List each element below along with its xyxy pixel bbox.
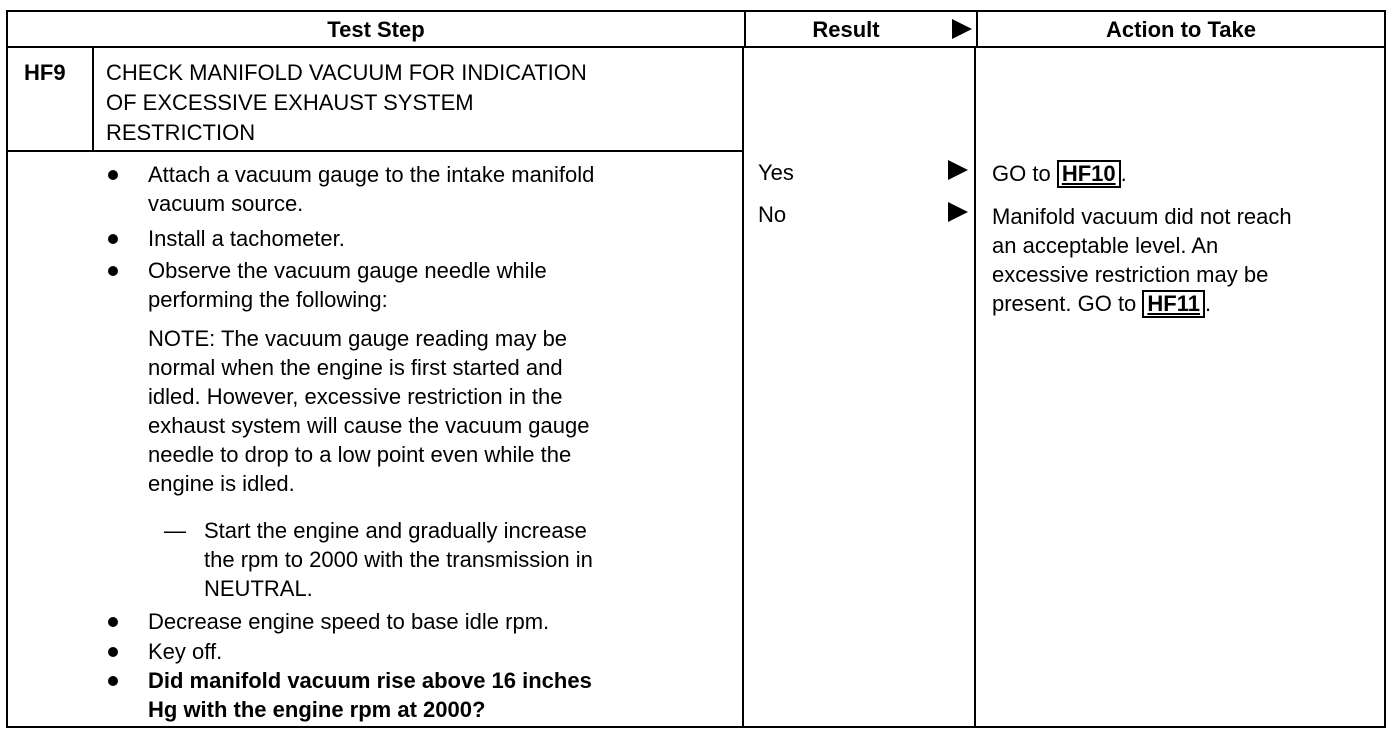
step-title-line: RESTRICTION — [106, 120, 256, 145]
action-yes-suffix: . — [1120, 161, 1127, 186]
bullet-icon — [108, 676, 118, 686]
action-no-line: an acceptable level. An — [992, 233, 1219, 258]
procedure-line: Attach a vacuum gauge to the intake manifold — [148, 162, 595, 187]
subitem-line: NEUTRAL. — [204, 576, 313, 601]
arrow-right-icon — [952, 19, 972, 39]
note-line: NOTE: The vacuum gauge reading may be — [148, 326, 568, 351]
action-no-line — [992, 289, 1376, 318]
note-line: idled. However, excessive restriction in the — [148, 384, 563, 409]
header-test-step: Test Step — [327, 17, 425, 42]
procedure-note — [148, 324, 708, 498]
action-yes-text: GO to — [992, 161, 1051, 186]
procedure-line: performing the following: — [148, 287, 388, 312]
column-divider-result — [742, 46, 744, 726]
step-title-line: CHECK MANIFOLD VACUUM FOR INDICATION — [106, 60, 587, 85]
procedure-item: Decrease engine speed to base idle rpm. — [148, 609, 550, 634]
arrow-right-icon — [948, 160, 968, 180]
action-no-line: excessive restriction may be — [992, 262, 1269, 287]
diagnostic-table — [6, 10, 1386, 728]
subitem-line: the rpm to 2000 with the transmission in — [204, 547, 593, 572]
link-hf10[interactable]: HF10 — [1057, 160, 1121, 188]
header-result — [744, 12, 976, 46]
note-line: exhaust system will cause the vacuum gauge — [148, 413, 590, 438]
procedure-item: Install a tachometer. — [148, 226, 345, 251]
header-result-label: Result — [812, 17, 880, 42]
procedure-line: vacuum source. — [148, 191, 304, 216]
action-no-line: Manifold vacuum did not reach — [992, 204, 1292, 229]
bullet-icon — [108, 617, 118, 627]
arrow-right-icon — [948, 202, 968, 222]
question-line: Hg with the engine rpm at 2000? — [148, 697, 486, 722]
step-title-underline — [8, 150, 744, 152]
link-hf11[interactable]: HF11 — [1142, 290, 1205, 318]
procedure-subitem — [204, 516, 704, 603]
procedure-item — [148, 256, 708, 314]
bullet-icon — [108, 234, 118, 244]
result-yes: Yes — [758, 160, 794, 185]
header-action: Action to Take — [976, 12, 1384, 46]
step-id: HF9 — [24, 60, 66, 85]
note-line: normal when the engine is first started and — [148, 355, 563, 380]
action-no — [992, 202, 1376, 318]
result-no: No — [758, 202, 787, 227]
step-title-line: OF EXCESSIVE EXHAUST SYSTEM — [106, 90, 474, 115]
action-yes — [992, 159, 1127, 188]
step-title — [106, 58, 726, 148]
bullet-icon — [108, 266, 118, 276]
note-line: needle to drop to a low point even while the — [148, 442, 572, 467]
action-no-text: present. GO to — [992, 291, 1137, 316]
dash-icon: — — [164, 518, 186, 543]
question-line: Did manifold vacuum rise above 16 inches — [148, 668, 592, 693]
procedure-question — [148, 666, 708, 724]
action-no-suffix: . — [1205, 291, 1212, 316]
subitem-line: Start the engine and gradually increase — [204, 518, 587, 543]
step-id-divider — [92, 46, 94, 152]
note-line: engine is idled. — [148, 471, 295, 496]
bullet-icon — [108, 170, 118, 180]
bullet-icon — [108, 647, 118, 657]
column-divider-action — [974, 46, 976, 726]
procedure-item: Key off. — [148, 639, 223, 664]
table-header — [8, 12, 1384, 48]
procedure-line: Observe the vacuum gauge needle while — [148, 258, 547, 283]
procedure-item — [148, 160, 708, 218]
